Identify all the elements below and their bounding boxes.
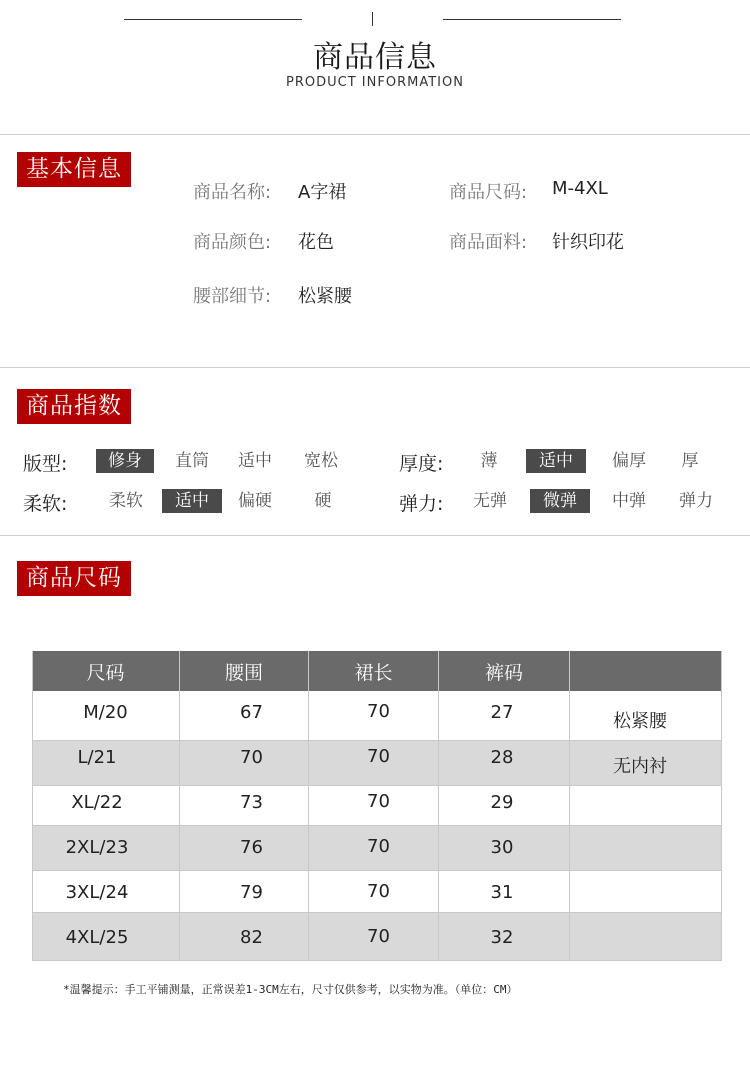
index-option: 直筒 [175,451,209,471]
table-cell: 30 [490,837,514,858]
section-divider [0,134,750,135]
table-cell: 70 [367,881,390,902]
table-cell: 31 [490,882,514,903]
title-right-line [443,19,621,20]
table-cell: 28 [490,747,514,768]
index-option: 中弹 [612,491,646,511]
size-table-header-cell: 腰围 [224,662,263,684]
table-cell: 73 [240,792,263,813]
table-cell: 70 [367,791,390,812]
table-cell-note: 无内衬 [613,756,667,777]
field-label-fabric: 商品面料: [449,232,528,253]
table-row-divider [32,740,722,741]
field-label-name: 商品名称: [193,182,272,203]
size-table-header-cell: 裤码 [484,662,523,684]
index-option-selected: 适中 [526,449,586,473]
table-cell-size: L/21 [77,747,117,768]
size-table-header-cell [570,651,722,691]
index-option: 硬 [314,491,332,511]
index-option-selected: 修身 [96,449,154,473]
size-table-header-cell: 裙长 [354,662,393,684]
table-cell: 29 [490,792,514,813]
table-cell: 70 [367,701,390,722]
page-subtitle: PRODUCT INFORMATION [286,75,464,90]
table-cell: 70 [367,746,390,767]
title-left-line [124,19,302,20]
index-label-elasticity: 弹力: [399,493,444,515]
size-table-header-cell: 尺码 [86,662,125,684]
index-option-selected: 适中 [162,489,222,513]
field-value-name: A字裙 [298,182,347,203]
field-label-color: 商品颜色: [193,232,272,253]
table-cell: 82 [240,927,263,948]
table-cell: 67 [240,702,263,723]
index-option: 薄 [480,451,498,471]
section-tag-size: 商品尺码 [17,561,131,596]
table-cell-note: 松紧腰 [613,711,667,732]
section-divider [0,535,750,536]
index-option: 宽松 [304,451,338,471]
title-center-tick [372,12,373,26]
table-cell-size: 3XL/24 [65,882,129,903]
table-cell: 70 [240,747,263,768]
index-option: 偏硬 [238,491,272,511]
field-value-fabric: 针织印花 [552,232,624,253]
table-row-divider [32,912,722,913]
section-tag-basic: 基本信息 [17,152,131,187]
table-cell: 27 [490,702,514,723]
index-option: 厚 [681,451,699,471]
table-cell: 79 [240,882,263,903]
index-label-softness: 柔软: [23,493,68,515]
field-value-waist: 松紧腰 [298,286,352,307]
table-cell-size: XL/22 [71,792,123,813]
index-option: 柔软 [109,491,143,511]
table-cell: 70 [367,836,390,857]
table-cell-size: 2XL/23 [65,837,129,858]
section-divider [0,367,750,368]
index-option: 弹力 [679,491,713,511]
index-option: 无弹 [473,491,507,511]
table-cell: 76 [240,837,263,858]
index-label-fit: 版型: [23,453,68,475]
index-option-selected: 微弹 [530,489,590,513]
page-title: 商品信息 [313,40,437,75]
table-row-divider [32,785,722,786]
index-option: 适中 [238,451,272,471]
table-row-divider [32,825,722,826]
table-cell-size: 4XL/25 [65,927,129,948]
table-cell: 70 [367,926,390,947]
field-label-size: 商品尺码: [449,182,528,203]
size-note: *温馨提示：手工平铺测量，正常误差1-3CM左右，尺寸仅供参考，以实物为准。（单位：CM） [63,983,518,996]
table-cell-size: M/20 [83,702,128,723]
table-cell: 32 [490,927,514,948]
field-value-color: 花色 [298,232,334,253]
table-col-divider [569,651,570,960]
field-value-size: M-4XL [552,178,608,199]
section-tag-index: 商品指数 [17,389,131,424]
field-label-waist: 腰部细节: [193,286,272,307]
index-label-thickness: 厚度: [399,453,444,475]
index-option: 偏厚 [612,451,646,471]
table-row-divider [32,960,722,961]
table-col-divider [721,651,722,960]
table-row-divider [32,870,722,871]
